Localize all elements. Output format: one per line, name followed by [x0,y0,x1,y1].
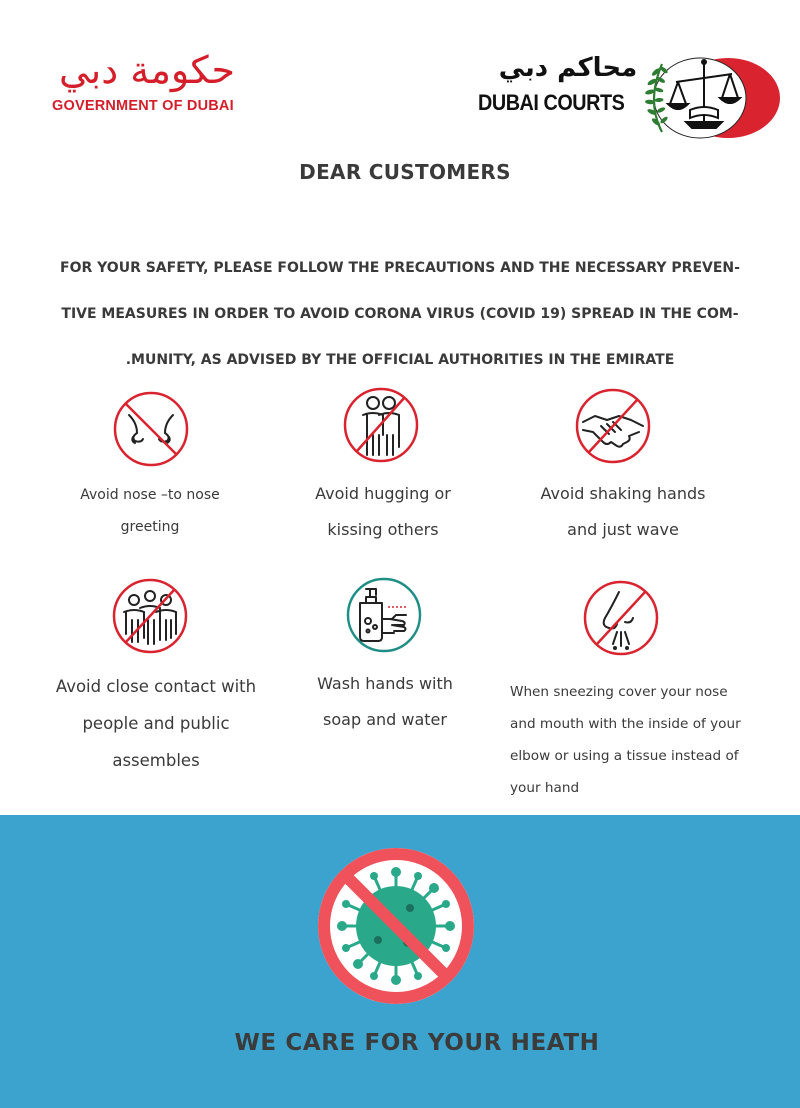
caption-line: Avoid close contact with [55,677,257,696]
caption-line: elbow or using a tissue instead of [510,748,739,764]
caption-line: kissing others [327,520,439,539]
intro-line: TIVE MEASURES IN ORDER TO AVOID CORONA VIRUS (COVID 19) SPREAD IN THE COM- [61,306,739,322]
no-crowd-icon [110,576,190,656]
intro-paragraph [14,248,786,386]
no-nose-greeting-icon [111,389,191,469]
no-virus-icon [312,842,480,1010]
caption-line: and mouth with the inside of your [510,716,741,732]
courts-english-wordmark: DUBAI COURTS [478,90,625,115]
caption-line: soap and water [323,710,447,729]
tip-caption-sneeze [510,676,756,804]
caption-line: Avoid hugging or [315,484,451,503]
caption-line: greeting [120,519,180,535]
government-of-dubai-logo [52,44,252,124]
hand-wash-icon [344,575,424,655]
no-handshake-icon [573,386,653,466]
gov-english-wordmark: GOVERNMENT OF DUBAI [52,98,234,114]
page-title: DEAR CUSTOMERS [299,160,511,184]
no-sneeze-icon [581,578,661,658]
tip-caption-hugging [263,476,503,548]
tip-caption-close-contact [36,668,276,779]
caption-line: your hand [510,780,580,796]
caption-line: and just wave [567,520,679,539]
tip-caption-nose-greeting [30,479,270,543]
footer-tagline: WE CARE FOR YOUR HEATH [234,1030,600,1056]
caption-line: Wash hands with [317,674,453,693]
dubai-courts-logo [478,50,778,140]
caption-line: people and public [82,714,230,733]
caption-line: When sneezing cover your nose [510,684,728,700]
intro-line: FOR YOUR SAFETY, PLEASE FOLLOW THE PRECAUTIONS AND THE NECESSARY PREVEN- [60,260,740,276]
caption-line: Avoid shaking hands [540,484,706,503]
no-hugging-icon [341,385,421,465]
caption-line: Avoid nose –to nose [80,487,220,503]
tip-caption-handshake [503,476,743,548]
gov-arabic-wordmark: حكومة دبي [58,48,236,92]
courts-arabic-wordmark: محاكم دبي [498,53,638,83]
scales-emblem-icon [642,52,782,140]
caption-line: assembles [112,751,200,770]
tip-caption-hand-wash [265,666,505,738]
intro-line: .MUNITY, AS ADVISED BY THE OFFICIAL AUTHORITIES IN THE EMIRATE [125,352,675,368]
